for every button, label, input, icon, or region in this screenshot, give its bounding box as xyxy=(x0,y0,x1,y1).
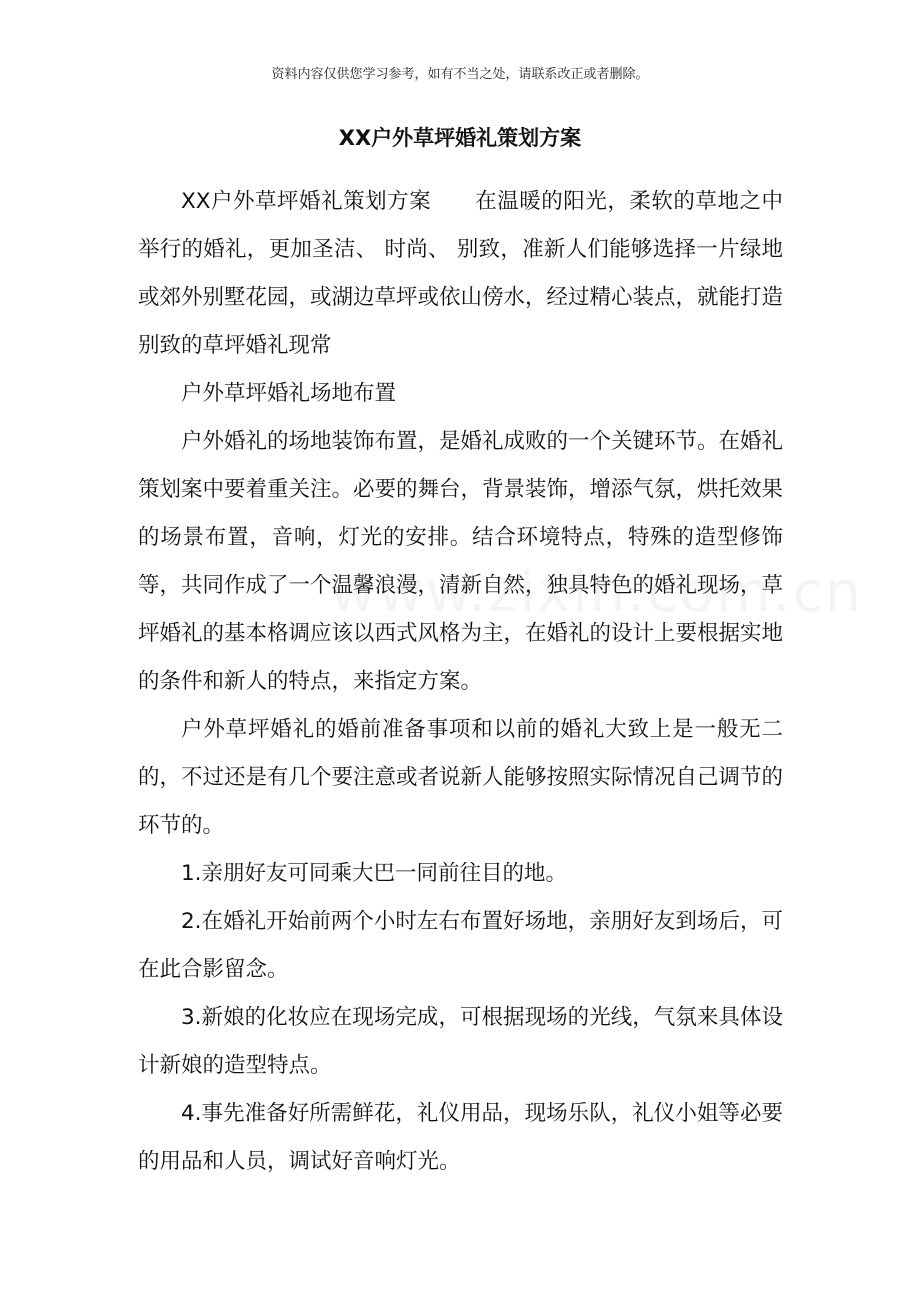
list-item-2: 2.在婚礼开始前两个小时左右布置好场地，亲朋好友到场后，可在此合影留念。 xyxy=(138,909,783,982)
list-item-4: 4.事先准备好所需鲜花，礼仪用品，现场乐队，礼仪小姐等必要的用品和人员，调试好音响灯光。 xyxy=(138,1101,783,1174)
venue-paragraph: 户外婚礼的场地装饰布置，是婚礼成败的一个关键环节。在婚礼策划案中要着重关注。必要的舞台，背景装饰，增添气氛，烘托效果的场景布置，音响，灯光的安排。结合环境特点，特殊的造型修饰等，共同作成了一个温馨浪漫，清新自然，独具特色的婚礼现场，草坪婚礼的基本格调应该以西式风格为主，在婚礼的设计上要根据实地的条件和新人的特点，来指定方案。 xyxy=(138,429,784,694)
intro-paragraph: XX户外草坪婚礼策划方案 在温暖的阳光，柔软的草地之中举行的婚礼，更加圣洁、 时尚、 别致，准新人们能够选择一片绿地或郊外别墅花园，或湖边草坪或依山傍水，经过精心装点，就能打造别致的草坪婚礼现常 xyxy=(138,189,784,358)
list-item-1: 1.亲朋好友可同乘大巴一同前往目的地。 xyxy=(181,861,568,886)
preparation-paragraph: 户外草坪婚礼的婚前准备事项和以前的婚礼大致上是一般无二的，不过还是有几个要注意或者说新人能够按照实际情况自己调节的环节的。 xyxy=(138,717,784,838)
header-disclaimer: 资料内容仅供您学习参考，如有不当之处，请联系改正或者删除。 xyxy=(271,67,649,82)
list-item-3: 3.新娘的化妆应在现场完成，可根据现场的光线，气氛来具体设计新娘的造型特点。 xyxy=(138,1005,783,1078)
section-heading-venue: 户外草坪婚礼场地布置 xyxy=(181,381,397,406)
document-body xyxy=(138,178,783,1186)
document-title: XX户外草坪婚礼策划方案 xyxy=(338,126,582,150)
